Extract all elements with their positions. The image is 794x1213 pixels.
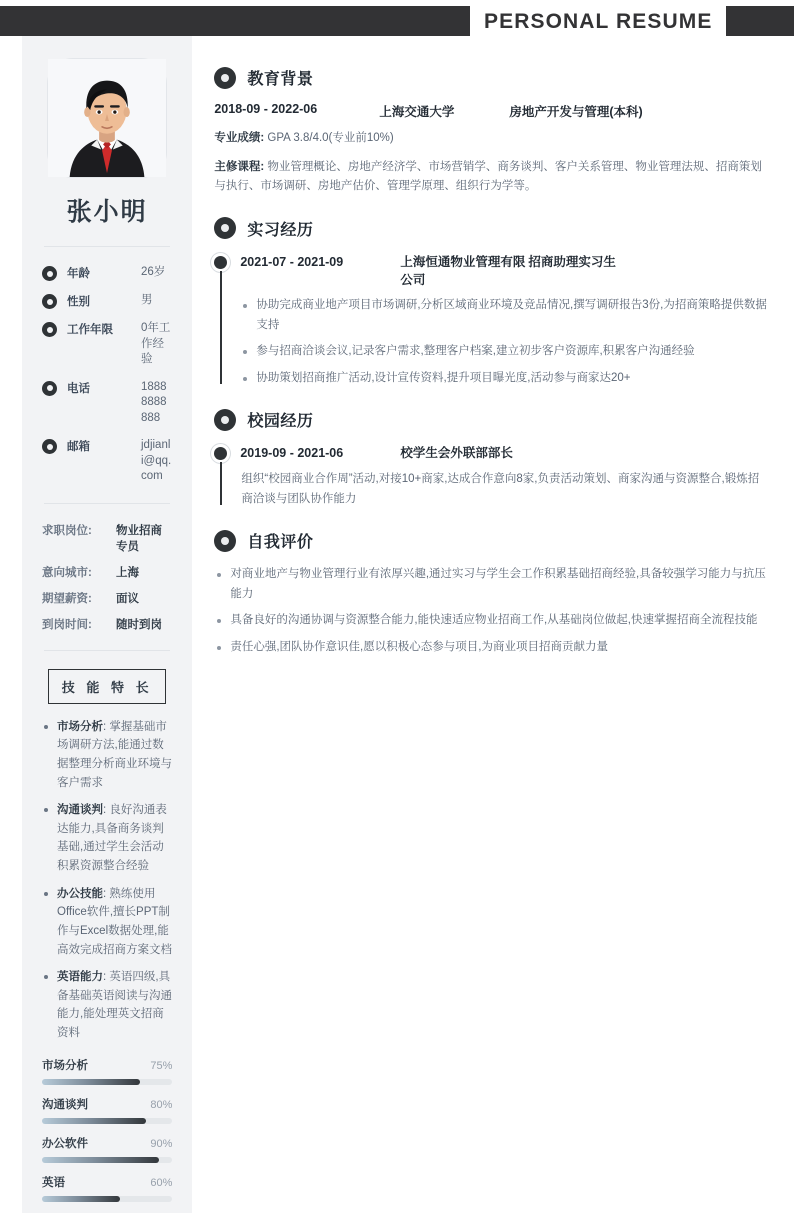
progress-track [42, 1118, 172, 1124]
progress-track [42, 1157, 172, 1163]
progress-fill [42, 1079, 140, 1085]
education-icon [214, 67, 236, 89]
internship-date: 2021-07 - 2021-09 [240, 254, 344, 269]
campus-role: 校学生会外联部部长 [400, 446, 513, 461]
skill-name: 英语能力 [57, 971, 103, 984]
list-item: 协助策划招商推广活动,设计宣传资料,提升项目曝光度,活动参与商家达20+ [240, 369, 770, 389]
age-icon [42, 266, 57, 281]
bar-label: 英语 [42, 1176, 65, 1189]
gpa-value: GPA 3.8/4.0(专业前10%) [264, 132, 394, 144]
intent-label: 求职岗位: [42, 524, 92, 537]
bar-percent: 80% [150, 1098, 173, 1111]
job-intention-list [42, 522, 172, 632]
intent-item-position [42, 522, 172, 554]
campus-icon [214, 409, 236, 431]
contact-item-age [42, 265, 172, 281]
progress-fill [42, 1157, 159, 1163]
list-item: 具备良好的沟通协调与资源整合能力,能快速适应物业招商工作,从基础岗位做起,快速掌握招商全流程技能 [214, 611, 770, 631]
contact-item-experience [42, 321, 172, 368]
intent-item-salary [42, 590, 172, 606]
section-header [214, 66, 770, 89]
timeline-dot-icon [214, 447, 227, 460]
bar-label: 办公软件 [42, 1137, 88, 1150]
internship-entry-header [240, 253, 770, 291]
contact-value: 26岁 [141, 266, 166, 278]
skill-desc: : 良好沟通表达能力,具备商务谈判基础,通过学生会活动积累资源整合经验 [57, 804, 167, 873]
skill-bar-office [42, 1135, 172, 1163]
contact-value: jdjianli@qq.com [141, 439, 172, 483]
contact-item-phone [42, 380, 172, 427]
header-bar-right [726, 6, 794, 36]
divider-intent [44, 650, 170, 651]
contact-label: 工作年限 [67, 324, 113, 336]
resume-body [0, 36, 794, 1213]
education-gpa [214, 129, 770, 149]
timeline-dot-icon [214, 256, 227, 269]
header-title-container [470, 6, 726, 36]
skill-bar-negotiation [42, 1096, 172, 1124]
internship-company: 上海恒通物业管理有限公司 [400, 254, 526, 288]
list-item [42, 885, 172, 960]
contact-value: 18888888888 [141, 380, 167, 424]
header-bar-left [0, 6, 470, 36]
skill-name: 市场分析 [57, 720, 103, 733]
bar-header [42, 1135, 172, 1151]
bar-percent: 90% [150, 1137, 173, 1150]
list-item: 对商业地产与物业管理行业有浓厚兴趣,通过实习与学生会工作积累基础招商经验,具备较强学习能力与抗压能力 [214, 565, 770, 604]
contact-item-email [42, 438, 172, 485]
intent-label: 意向城市: [42, 566, 92, 579]
section-campus [214, 408, 770, 509]
skill-bars [42, 1057, 172, 1202]
skill-name: 沟通谈判 [57, 804, 103, 817]
bar-header [42, 1057, 172, 1073]
resume-page [0, 6, 794, 1189]
timeline-line [220, 271, 222, 385]
section-education [214, 66, 770, 197]
courses-label: 主修课程: [214, 160, 265, 173]
skill-desc: : 英语四级,具备基础英语阅读与沟通能力,能处理英文招商资料 [57, 971, 172, 1040]
campus-entry-header [240, 444, 770, 463]
bar-label: 市场分析 [42, 1059, 88, 1072]
skill-desc: : 熟练使用Office软件,擅长PPT制作与Excel数据处理,能高效完成招商方案文档 [57, 887, 172, 956]
internship-role: 招商助理实习生 [528, 254, 616, 269]
education-date: 2018-09 - 2022-06 [214, 102, 318, 116]
education-entry-header [214, 102, 770, 120]
email-icon [42, 439, 57, 454]
contact-value: 0年工作经验 [141, 322, 171, 366]
gender-icon [42, 294, 57, 309]
contact-label: 电话 [67, 382, 90, 395]
page-title: PERSONAL RESUME [484, 9, 713, 33]
skill-bar-market [42, 1057, 172, 1085]
courses-value: 物业管理概论、房地产经济学、市场营销学、商务谈判、客户关系管理、物业管理法规、招商策划与执行、市场调研、房地产估价、管理学原理、组织行为学等。 [214, 160, 762, 193]
section-self-evaluation [214, 529, 770, 657]
internship-icon [214, 217, 236, 239]
section-internship [214, 217, 770, 389]
timeline-line [220, 462, 222, 505]
skill-bar-english [42, 1174, 172, 1202]
intent-value: 面议 [116, 592, 139, 605]
section-title: 实习经历 [247, 221, 314, 239]
list-item [42, 968, 172, 1043]
skills-list [42, 718, 172, 1043]
page-header [0, 6, 794, 36]
contact-item-gender [42, 293, 172, 309]
campus-description: 组织“校园商业合作周”活动,对接10+商家,达成合作意向8家,负责活动策划、商家沟通与资源整合,锻炼招商洽谈与团队协作能力 [241, 473, 760, 506]
phone-icon [42, 381, 57, 396]
intent-label: 期望薪资: [42, 592, 92, 605]
internship-bullets [240, 296, 770, 388]
contact-label: 性别 [67, 296, 90, 308]
list-item [42, 718, 172, 793]
list-item: 参与招商洽谈会议,记录客户需求,整理客户档案,建立初步客户资源库,积累客户沟通经验 [240, 342, 770, 362]
bar-percent: 75% [150, 1059, 173, 1072]
internship-timeline [214, 253, 770, 389]
self-evaluation-bullets [214, 565, 770, 657]
bar-percent: 60% [150, 1176, 173, 1189]
progress-fill [42, 1196, 120, 1202]
intent-item-availability [42, 616, 172, 632]
skills-section-title: 技 能 特 长 [48, 669, 166, 704]
divider-contact [44, 503, 170, 504]
list-item: 责任心强,团队协作意识佳,愿以积极心态参与项目,为商业项目招商贡献力量 [214, 638, 770, 658]
intent-value: 物业招商专员 [116, 524, 162, 553]
progress-track [42, 1196, 172, 1202]
bar-label: 沟通谈判 [42, 1098, 88, 1111]
main-content [192, 36, 794, 678]
progress-fill [42, 1118, 146, 1124]
section-title: 教育背景 [247, 71, 314, 88]
progress-track [42, 1079, 172, 1085]
campus-date: 2019-09 - 2021-06 [240, 446, 344, 461]
section-header [214, 217, 770, 240]
list-item [42, 801, 172, 876]
intent-item-city [42, 564, 172, 580]
education-courses [214, 158, 770, 197]
education-school: 上海交通大学 [379, 105, 455, 119]
intent-value: 随时到岗 [116, 618, 162, 631]
person-name: 张小明 [66, 198, 148, 226]
bar-header [42, 1096, 172, 1112]
skill-desc: : 掌握基础市场调研方法,能通过数据整理分析商业环境与客户需求 [57, 720, 172, 789]
gpa-label: 专业成绩: [214, 132, 265, 144]
contact-label: 邮箱 [67, 441, 90, 454]
avatar [47, 58, 167, 178]
section-title: 校园经历 [247, 413, 314, 431]
self-evaluation-icon [214, 530, 236, 552]
skill-name: 办公技能 [57, 887, 103, 900]
divider-top [44, 246, 170, 247]
section-header [214, 408, 770, 431]
experience-icon [42, 322, 57, 337]
intent-label: 到岗时间: [42, 618, 92, 631]
section-title: 自我评价 [247, 534, 314, 552]
bar-header [42, 1174, 172, 1190]
contact-value: 男 [141, 294, 153, 306]
sidebar [22, 36, 192, 1213]
campus-timeline [214, 444, 770, 509]
contact-list [42, 265, 172, 485]
section-header [214, 529, 770, 552]
list-item: 协助完成商业地产项目市场调研,分析区域商业环境及竞品情况,撰写调研报告3份,为招商策略提供数据支持 [240, 296, 770, 335]
intent-value: 上海 [116, 566, 139, 579]
contact-label: 年龄 [67, 268, 90, 280]
education-major: 房地产开发与管理(本科) [509, 105, 643, 119]
